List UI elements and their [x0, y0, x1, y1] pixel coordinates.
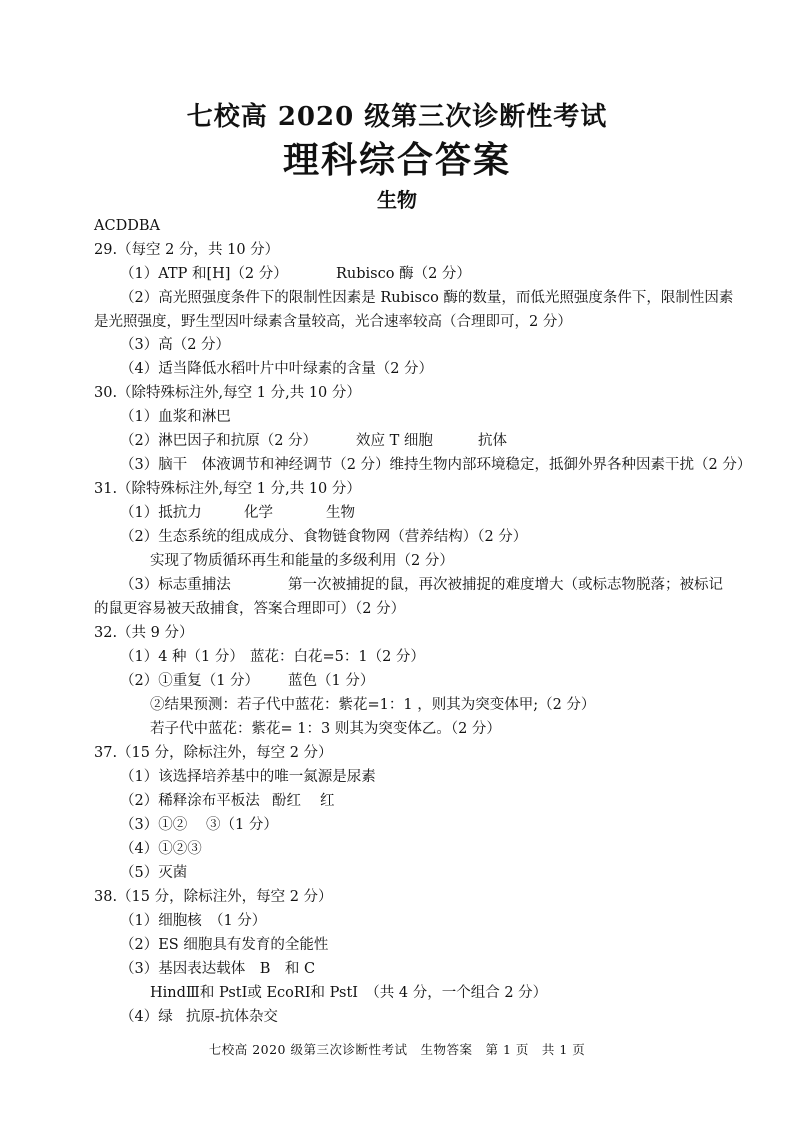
q31-answer-3-line2: 的鼠更容易被天敌捕食，答案合理即可）（2 分）	[94, 601, 406, 617]
q37-answer-3a: （3）①②	[120, 817, 188, 833]
q38-answer-1: （1）细胞核 （1 分）	[120, 913, 267, 929]
q38-answer-3-line2: HindⅢ和 PstⅠ或 EcoRⅠ和 PstⅠ （共 4 分，一个组合 2 分）	[150, 985, 548, 1001]
q38-answer-3-line1: （3）基因表达载体 B 和 C	[120, 961, 316, 977]
q31-answer-2-line2: 实现了物质循环再生和能量的多级利用（2 分）	[150, 553, 454, 569]
subject-title: 生物	[377, 188, 417, 212]
q32-answer-1a: （1）4 种（1 分）	[120, 649, 244, 665]
q31-answer-1b: 化学	[244, 505, 273, 521]
q37-answer-2c: 红	[320, 793, 335, 809]
exam-title: 七校高 2020 级第三次诊断性考试	[186, 102, 608, 132]
q29-answer-3: （3）高（2 分）	[120, 337, 231, 353]
q37-heading: 37.（15 分，除标注外，每空 2 分）	[94, 745, 333, 761]
q37-answer-2b: 酚红	[272, 793, 301, 809]
q31-answer-1a: （1）抵抗力	[120, 505, 202, 521]
q37-answer-4: （4）①②③	[120, 841, 202, 857]
q29-answer-2-line1: （2）高光照强度条件下的限制性因素是 Rubisco 酶的数量，而低光照强度条件下，限制性因素	[120, 290, 734, 306]
q31-answer-3a: （3）标志重捕法	[120, 577, 231, 593]
q30-answer-1: （1）血浆和淋巴	[120, 409, 231, 425]
q38-heading: 38.（15 分，除标注外，每空 2 分）	[94, 889, 333, 905]
q31-answer-1c: 生物	[326, 505, 355, 521]
q29-answer-4: （4）适当降低水稻叶片中叶绿素的含量（2 分）	[120, 361, 434, 377]
multiple-choice-answers: ACDDBA	[94, 218, 160, 234]
q29-answer-1a: （1）ATP 和[H]（2 分）	[120, 266, 288, 282]
q30-answer-2a: （2）淋巴因子和抗原（2 分）	[120, 433, 318, 449]
q37-answer-1: （1）该选择培养基中的唯一氮源是尿素	[120, 769, 376, 785]
q31-answer-2-line1: （2）生态系统的组成成分、食物链食物网（营养结构）（2 分）	[120, 529, 528, 545]
q30-answer-3: （3）脑干 体液调节和神经调节（2 分）维持生物内部环境稳定，抵御外界各种因素干扰（2 分）	[120, 457, 752, 473]
q37-answer-2a: （2）稀释涂布平板法	[120, 793, 260, 809]
q29-heading: 29.（每空 2 分，共 10 分）	[94, 242, 280, 258]
q32-answer-1b: 蓝花：白花=5：1（2 分）	[250, 649, 425, 665]
q32-answer-2-prediction-2: 若子代中蓝花：紫花= 1：3 则其为突变体乙。（2 分）	[150, 721, 501, 737]
q37-answer-3b: ③（1 分）	[206, 817, 278, 833]
q30-heading: 30.（除特殊标注外,每空 1 分,共 10 分）	[94, 385, 361, 401]
q38-answer-4a: （4）绿	[120, 1009, 173, 1025]
q29-answer-2-line2: 是光照强度，野生型因叶绿素含量较高，光合速率较高（合理即可，2 分）	[94, 314, 572, 330]
q32-heading: 32.（共 9 分）	[94, 625, 194, 641]
answer-title: 理科综合答案	[282, 139, 511, 181]
q30-answer-2b: 效应 T 细胞	[356, 433, 433, 449]
q31-answer-3b: 第一次被捕捉的鼠，再次被捕捉的难度增大（或标志物脱落；被标记	[288, 577, 723, 593]
q29-answer-1b: Rubisco 酶（2 分）	[336, 266, 471, 282]
q32-answer-2-prediction-1: ②结果预测：若子代中蓝花：紫花=1：1 ，则其为突变体甲;（2 分）	[150, 697, 596, 713]
q32-answer-2a: （2）①重复（1 分）	[120, 673, 260, 689]
q32-answer-2b: 蓝色（1 分）	[288, 673, 375, 689]
q37-answer-5: （5）灭菌	[120, 865, 188, 881]
q38-answer-2: （2）ES 细胞具有发育的全能性	[120, 937, 329, 953]
q38-answer-4b: 抗原-抗体杂交	[186, 1009, 278, 1025]
q31-heading: 31.（除特殊标注外,每空 1 分,共 10 分）	[94, 481, 361, 497]
q30-answer-2c: 抗体	[478, 433, 507, 449]
page-footer: 七校高 2020 级第三次诊断性考试 生物答案 第 1 页 共 1 页	[208, 1042, 586, 1057]
